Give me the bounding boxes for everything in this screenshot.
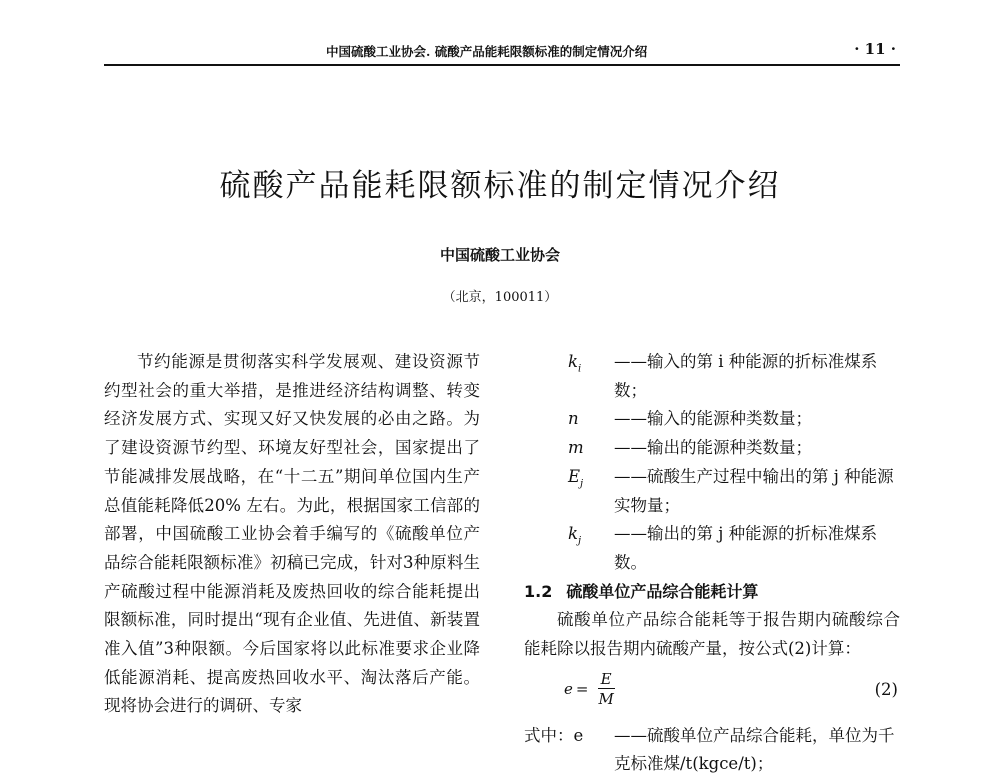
- formula-denominator: M: [598, 689, 614, 708]
- formula-expression: [564, 670, 617, 709]
- definition-symbol: n: [568, 409, 579, 429]
- section-heading: [524, 578, 900, 607]
- definition-text: ——硫酸生产过程中输出的第 j 种能源实物量；: [614, 466, 894, 515]
- intro-paragraph: 节约能源是贯彻落实科学发展观、建设资源节约型社会的重大举措，是推进经济结构调整、转变经济发展方式、实现又好又快发展的必由之路。为了建设资源节约型、环境友好型社会，国家提出了节能减排发展战略，在“十二五”期间单位国内生产总值能耗降低20% 左右。为此，根据国家工信部的部署，中国硫酸工业协会着手编写的《硫酸单位产品综合能耗限额标准》初稿已完成，针对3种原料生产硫酸过程中能源消耗及废热回收的综合能耗提出限额标准，同时提出“现有企业值、先进值、新装置准入值”3种限额。今后国家将以此标准要求企业降低能源消耗、提高废热回收水平、淘汰落后产能。现将协会进行的调研、专家: [104, 352, 480, 716]
- definition-text: ——输入的能源种类数量；: [614, 409, 812, 429]
- affiliation: （北京，100011）: [442, 290, 558, 305]
- definition-text: ——输出的能源种类数量；: [614, 438, 812, 458]
- body-paragraph: 硫酸单位产品综合能耗等于报告期内硫酸综合能耗除以报告期内硫酸产量，按公式(2)计算：: [524, 610, 900, 659]
- section-title: 硫酸单位产品综合能耗计算: [566, 581, 759, 601]
- definition-item: [524, 405, 900, 434]
- right-column: [524, 348, 900, 779]
- equation-number: (2): [874, 679, 898, 699]
- author: 中国硫酸工业协会: [439, 246, 560, 264]
- where-lead: 式中：e: [524, 725, 584, 745]
- definition-symbol: $E_j$: [568, 466, 584, 490]
- page-number: · 11 ·: [854, 40, 896, 58]
- formula: [524, 664, 900, 722]
- formula-equals: =: [575, 679, 589, 698]
- definition-symbol: m: [568, 438, 584, 458]
- formula-numerator: E: [598, 670, 615, 689]
- definition-item: [524, 463, 900, 520]
- definition-list: [524, 348, 900, 578]
- definition-symbol: $k_i$: [568, 352, 582, 375]
- definition-text: ——输出的第 j 种能源的折标准煤系数。: [614, 524, 878, 572]
- formula-fraction: [595, 670, 616, 709]
- where-text: ——硫酸单位产品综合能耗，单位为千克标准煤/t(kgce/t)；: [614, 725, 895, 774]
- section-number: 1.2: [524, 581, 553, 601]
- formula-lhs: e: [564, 679, 573, 698]
- definition-item: [524, 348, 900, 405]
- left-column: [104, 348, 480, 721]
- definition-item: [524, 520, 900, 577]
- article-title: 硫酸产品能耗限额标准的制定情况介绍: [219, 168, 781, 204]
- running-head: [104, 34, 900, 66]
- where-clause: [524, 722, 900, 779]
- running-head-text: 中国硫酸工业协会. 硫酸产品能耗限额标准的制定情况介绍: [326, 44, 648, 59]
- definition-item: [524, 434, 900, 463]
- definition-symbol: $k_j$: [568, 524, 582, 547]
- definition-text: ——输入的第 i 种能源的折标准煤系数；: [614, 352, 878, 400]
